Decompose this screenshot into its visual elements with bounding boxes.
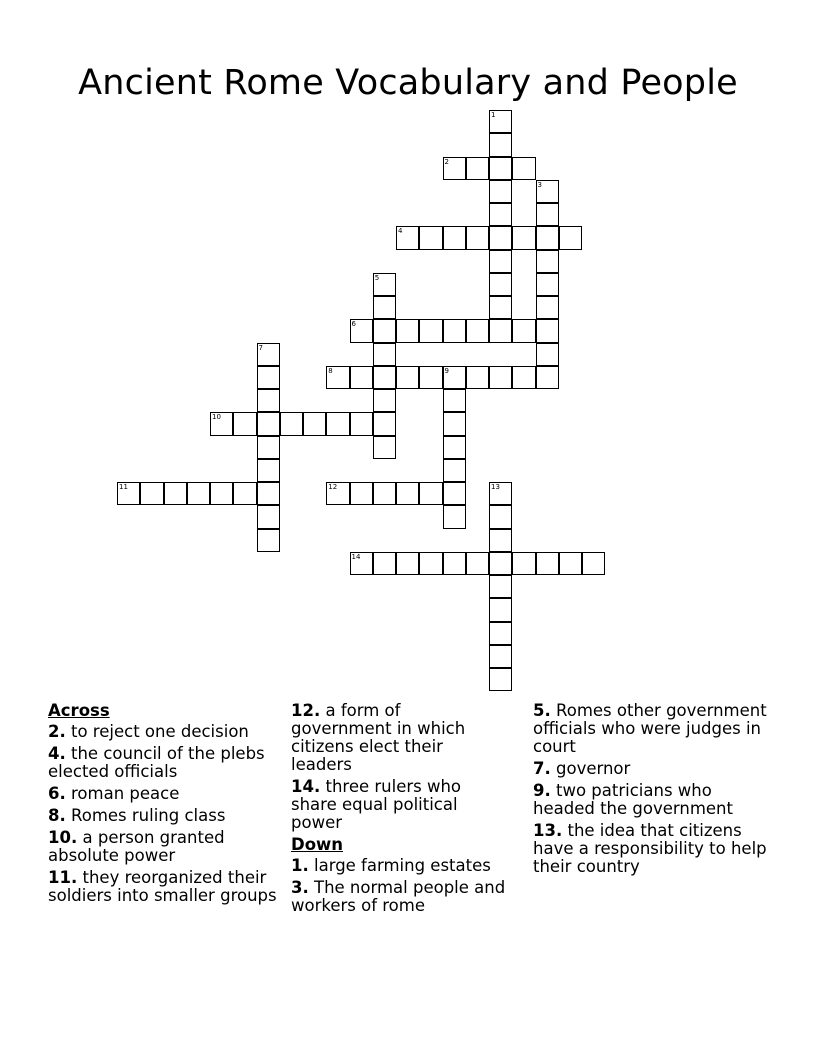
grid-cell[interactable] — [489, 296, 512, 319]
grid-cell[interactable] — [396, 366, 419, 389]
grid-cell[interactable] — [489, 203, 512, 226]
grid-cell[interactable] — [326, 482, 349, 505]
grid-cell[interactable] — [582, 552, 605, 575]
grid-cell[interactable] — [466, 366, 489, 389]
grid-cell[interactable] — [489, 157, 512, 180]
grid-cell[interactable] — [443, 157, 466, 180]
grid-cell[interactable] — [536, 296, 559, 319]
clue-down-1: 1. large farming estates — [291, 856, 491, 875]
grid-cell[interactable] — [257, 366, 280, 389]
grid-cell[interactable] — [373, 436, 396, 459]
grid-cell[interactable] — [419, 482, 442, 505]
clue-number-label: 6 — [351, 320, 356, 329]
clue-across-10: 10. a person granted absolute power — [48, 828, 225, 865]
grid-cell[interactable] — [396, 482, 419, 505]
grid-cell[interactable] — [466, 552, 489, 575]
grid-cell[interactable] — [257, 343, 280, 366]
grid-cell[interactable] — [350, 366, 373, 389]
grid-cell[interactable] — [536, 203, 559, 226]
grid-cell[interactable] — [350, 552, 373, 575]
grid-cell[interactable] — [489, 319, 512, 342]
grid-cell[interactable] — [466, 226, 489, 249]
grid-cell[interactable] — [536, 552, 559, 575]
grid-cell[interactable] — [373, 343, 396, 366]
grid-cell[interactable] — [489, 529, 512, 552]
grid-cell[interactable] — [536, 319, 559, 342]
clue-number-label: 8 — [328, 366, 333, 375]
grid-cell[interactable] — [373, 273, 396, 296]
grid-cell[interactable] — [536, 226, 559, 249]
clue-column-3 — [533, 702, 768, 880]
grid-cell[interactable] — [536, 273, 559, 296]
grid-cell[interactable] — [512, 366, 535, 389]
grid-cell[interactable] — [373, 412, 396, 435]
grid-cell[interactable] — [419, 226, 442, 249]
grid-cell[interactable] — [512, 226, 535, 249]
across-heading: Across — [48, 701, 110, 720]
clue-across-12: 12. a form of government in which citizens elect their leaders — [291, 701, 466, 774]
grid-cell[interactable] — [373, 366, 396, 389]
grid-cell[interactable] — [443, 505, 466, 528]
clue-number-label: 7 — [258, 343, 263, 352]
grid-cell[interactable] — [373, 552, 396, 575]
grid-cell[interactable] — [489, 180, 512, 203]
grid-cell[interactable] — [489, 552, 512, 575]
grid-cell[interactable] — [489, 575, 512, 598]
clue-number-label: 9 — [444, 366, 449, 375]
grid-cell[interactable] — [187, 482, 210, 505]
grid-cell[interactable] — [233, 482, 256, 505]
clue-down-3: 3. The normal people and workers of rome — [291, 878, 506, 915]
grid-cell[interactable] — [489, 250, 512, 273]
clue-across-14: 14. three rulers who share equal political power — [291, 777, 462, 832]
clue-across-2: 2. to reject one decision — [48, 722, 249, 741]
grid-cell[interactable] — [489, 273, 512, 296]
grid-cell[interactable] — [466, 319, 489, 342]
grid-cell[interactable] — [117, 482, 140, 505]
clue-across-4: 4. the council of the plebs elected officials — [48, 744, 265, 781]
grid-cell[interactable] — [443, 436, 466, 459]
grid-cell[interactable] — [536, 250, 559, 273]
grid-cell[interactable] — [489, 366, 512, 389]
grid-cell[interactable] — [512, 157, 535, 180]
clue-across-8: 8. Romes ruling class — [48, 806, 226, 825]
grid-cell[interactable] — [489, 598, 512, 621]
grid-cell[interactable] — [396, 226, 419, 249]
clue-number-label: 10 — [212, 413, 221, 422]
clue-down-13: 13. the idea that citizens have a responsibility to help their country — [533, 821, 767, 876]
down-heading: Down — [291, 835, 344, 854]
grid-cell[interactable] — [419, 552, 442, 575]
grid-cell[interactable] — [257, 505, 280, 528]
grid-cell[interactable] — [373, 389, 396, 412]
clue-number-label: 12 — [328, 483, 338, 491]
clue-across-11: 11. they reorganized their soldiers into smaller groups — [48, 868, 277, 905]
grid-cell[interactable] — [326, 366, 349, 389]
grid-cell[interactable] — [164, 482, 187, 505]
clue-number-label: 4 — [398, 227, 403, 236]
grid-cell[interactable] — [257, 459, 280, 482]
grid-cell[interactable] — [559, 226, 582, 249]
grid-cell[interactable] — [373, 319, 396, 342]
grid-cell[interactable] — [350, 482, 373, 505]
grid-cell[interactable] — [489, 668, 512, 691]
clue-number-label: 3 — [537, 180, 542, 189]
grid-cell[interactable] — [373, 296, 396, 319]
grid-cell[interactable] — [443, 412, 466, 435]
grid-cell[interactable] — [257, 412, 280, 435]
grid-cell[interactable] — [210, 412, 233, 435]
grid-cell[interactable] — [303, 412, 326, 435]
grid-cell[interactable] — [489, 505, 512, 528]
grid-cell[interactable] — [443, 459, 466, 482]
grid-cell[interactable] — [489, 645, 512, 668]
grid-cell[interactable] — [419, 366, 442, 389]
grid-cell[interactable] — [443, 226, 466, 249]
clue-number-label: 14 — [351, 552, 361, 561]
grid-cell[interactable] — [326, 412, 349, 435]
clue-number-label: 5 — [374, 273, 380, 282]
grid-cell[interactable] — [280, 412, 303, 435]
clue-number-label: 1 — [491, 111, 496, 119]
clue-number-label: 11 — [119, 483, 128, 491]
grid-cell[interactable] — [489, 110, 512, 133]
grid-cell[interactable] — [396, 319, 419, 342]
grid-cell[interactable] — [443, 389, 466, 412]
clue-number-label: 13 — [491, 483, 500, 491]
grid-cell[interactable] — [396, 552, 419, 575]
grid-cell[interactable] — [512, 319, 535, 342]
grid-cell[interactable] — [443, 366, 466, 389]
clue-number-label: 2 — [444, 157, 449, 166]
grid-cell[interactable] — [489, 482, 512, 505]
grid-cell[interactable] — [536, 366, 559, 389]
grid-cell[interactable] — [419, 319, 442, 342]
grid-cell[interactable] — [233, 412, 256, 435]
grid-cell[interactable] — [536, 180, 559, 203]
puzzle-title: Ancient Rome Vocabulary and People — [78, 63, 738, 104]
clue-down-9: 9. two patricians who headed the government — [533, 781, 733, 818]
grid-cell[interactable] — [443, 319, 466, 342]
grid-cell[interactable] — [443, 552, 466, 575]
grid-cell[interactable] — [443, 482, 466, 505]
grid-cell[interactable] — [536, 343, 559, 366]
clue-column-1 — [48, 702, 278, 909]
grid-cell[interactable] — [512, 552, 535, 575]
grid-cell[interactable] — [350, 412, 373, 435]
grid-cell[interactable] — [210, 482, 233, 505]
clue-down-5: 5. Romes other government officials who were judges in court — [533, 701, 767, 756]
grid-cell[interactable] — [257, 529, 280, 552]
clue-down-7: 7. governor — [533, 759, 631, 778]
grid-cell[interactable] — [257, 389, 280, 412]
grid-cell[interactable] — [350, 319, 373, 342]
grid-cell[interactable] — [257, 436, 280, 459]
clue-column-2 — [291, 702, 506, 919]
grid-cell[interactable] — [466, 157, 489, 180]
grid-cell[interactable] — [489, 133, 512, 156]
grid-cell[interactable] — [489, 622, 512, 645]
grid-cell[interactable] — [489, 226, 512, 249]
grid-cell[interactable] — [373, 482, 396, 505]
grid-cell[interactable] — [559, 552, 582, 575]
grid-cell[interactable] — [257, 482, 280, 505]
clue-across-6: 6. roman peace — [48, 784, 180, 803]
grid-cell[interactable] — [140, 482, 163, 505]
